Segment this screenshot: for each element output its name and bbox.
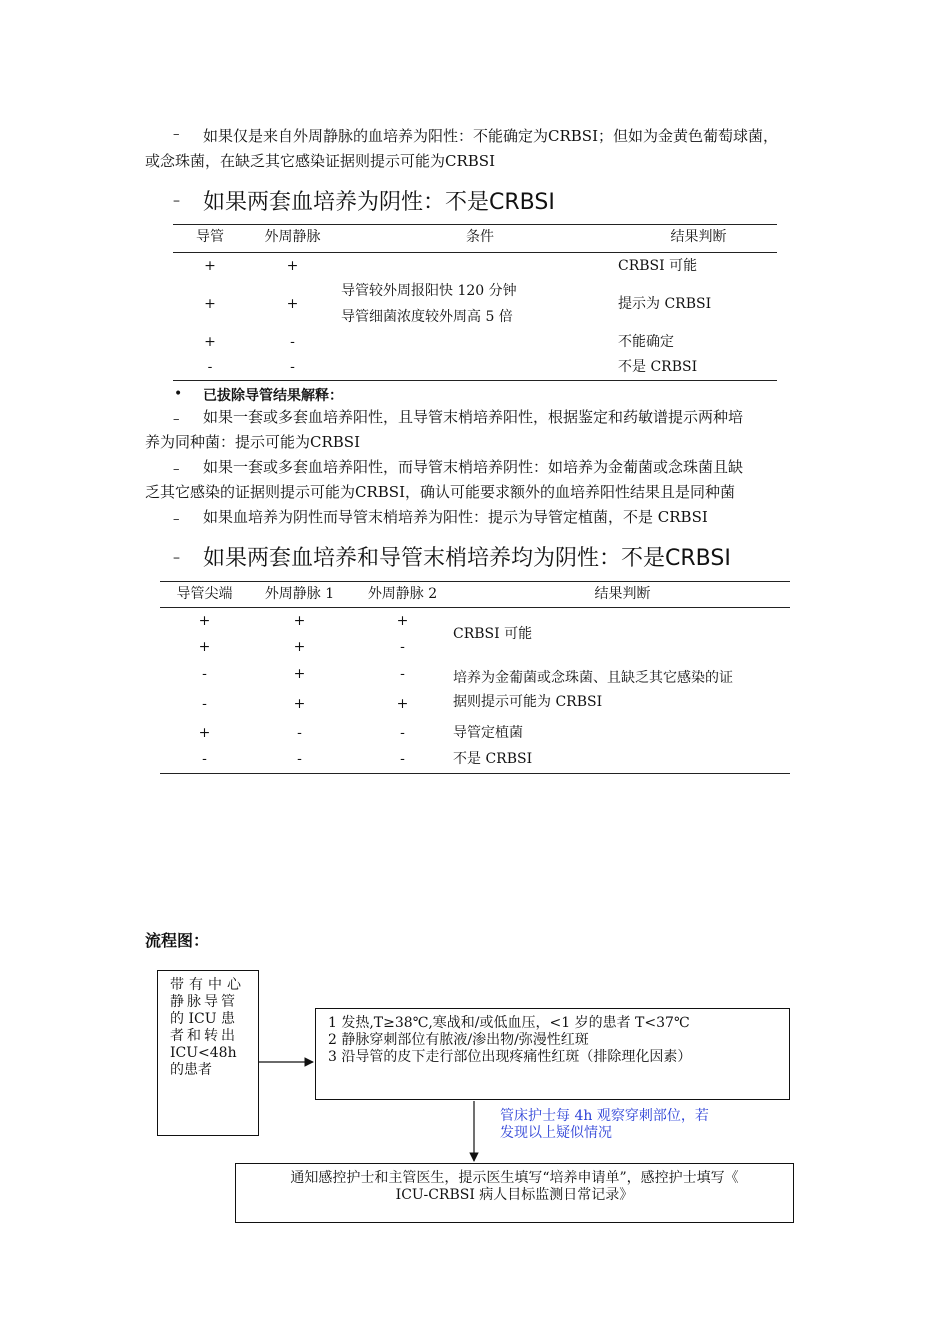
- flow-text: ICU-CRBSI 病人目标监测日常记录》: [395, 1187, 634, 1203]
- flow-text: 1 发热,T≥38℃,寒战和/或低血压，<1 岁的患者 T<37℃: [328, 1015, 690, 1031]
- table-cell: +: [396, 696, 409, 712]
- flow-text: 者和转出: [170, 1028, 238, 1044]
- table-cell: -: [290, 334, 295, 350]
- table-cell: +: [293, 613, 306, 629]
- table-cell: -: [202, 696, 207, 712]
- flow-text: 带有中心: [170, 977, 246, 993]
- flow-text: 的 ICU 患: [170, 1011, 235, 1027]
- table-cell: -: [290, 359, 295, 375]
- table-header: 外周静脉: [264, 229, 321, 245]
- flow-text: 静脉导管: [170, 994, 238, 1010]
- table-cell: +: [204, 334, 216, 350]
- heading-dash: –: [173, 550, 180, 566]
- paragraph-line: 养为同种菌：提示可能为CRBSI: [145, 433, 360, 451]
- list-dash: –: [173, 512, 180, 527]
- table-cell: 提示为 CRBSI: [618, 296, 712, 312]
- flowchart-title: 流程图：: [145, 931, 210, 950]
- table-cell: 导管细菌浓度较外周高 5 倍: [341, 309, 513, 325]
- flow-note: [500, 1108, 709, 1142]
- table-cell: -: [400, 666, 405, 682]
- table-result: 据则提示可能为 CRBSI: [453, 694, 603, 710]
- table-cell: +: [286, 258, 299, 274]
- flow-box-symptoms: [315, 1008, 790, 1100]
- table-cell: +: [204, 258, 216, 274]
- section-heading: 如果两套血培养为阴性：不是CRBSI: [203, 190, 555, 215]
- table-cell: -: [400, 751, 405, 767]
- section-heading: 如果两套血培养和导管末梢培养均为阴性：不是CRBSI: [203, 546, 731, 571]
- table-header: 结果判断: [594, 586, 651, 602]
- table-cell: +: [286, 296, 299, 312]
- table-cell: +: [293, 696, 306, 712]
- table-cell: +: [293, 639, 306, 655]
- subsection-title: 已拔除导管结果解释：: [203, 388, 343, 404]
- table-cell: -: [202, 666, 207, 682]
- table-cell: -: [400, 639, 405, 655]
- list-dash: –: [173, 412, 180, 427]
- table-cell: 导管较外周报阳快 120 分钟: [341, 283, 517, 299]
- flow-note-text: 发现以上疑似情况: [500, 1125, 612, 1141]
- flow-note-text: 管床护士每 4h 观察穿刺部位，若: [500, 1108, 709, 1124]
- paragraph-line: 乏其它感染的证据则提示可能为CRBSI，确认可能要求额外的血培养阳性结果且是同种菌: [145, 483, 735, 501]
- table-header: 外周静脉 1: [264, 586, 335, 602]
- table-header: 结果判断: [670, 229, 727, 245]
- table-cell: +: [198, 639, 211, 655]
- bullet-dot-icon: •: [174, 386, 183, 402]
- table-cell: -: [207, 359, 213, 375]
- table-cell: +: [396, 613, 409, 629]
- table-result: CRBSI 可能: [453, 626, 533, 642]
- table-header: 外周静脉 2: [367, 586, 438, 602]
- table-cell: -: [297, 751, 302, 767]
- flow-text: 的患者: [170, 1062, 212, 1078]
- paragraph-line: 如果血培养为阴性而导管末梢培养为阳性：提示为导管定植菌，不是 CRBSI: [203, 508, 708, 526]
- paragraph-line: 如果仅是来自外周静脉的血培养为阳性：不能确定为CRBSI；但如为金黄色葡萄球菌，: [203, 127, 778, 145]
- table-result: 导管定植菌: [453, 725, 523, 741]
- table-result: 不是 CRBSI: [453, 751, 533, 767]
- table-cell: -: [202, 751, 207, 767]
- flow-text: ICU<48h: [170, 1045, 237, 1061]
- table-cell: +: [198, 725, 211, 741]
- table-result: 培养为金葡菌或念珠菌、且缺乏其它感染的证: [453, 670, 733, 686]
- paragraph-line: 如果一套或多套血培养阳性，而导管末梢培养阴性：如培养为金葡菌或念珠菌且缺: [203, 458, 744, 476]
- table-cell: +: [293, 666, 306, 682]
- heading-dash: –: [173, 193, 180, 209]
- flow-text: 2 静脉穿刺部位有脓液/渗出物/弥漫性红斑: [328, 1032, 589, 1048]
- table-cell: +: [198, 613, 211, 629]
- list-dash: –: [173, 462, 180, 477]
- table-cell: 不是 CRBSI: [618, 359, 698, 375]
- list-dash: –: [173, 127, 180, 142]
- table-cell: -: [297, 725, 302, 741]
- table-cell: +: [204, 296, 216, 312]
- table-cell: CRBSI 可能: [618, 258, 698, 274]
- table-cell: 不能确定: [618, 334, 674, 350]
- paragraph-line: 如果一套或多套血培养阳性，且导管末梢培养阳性，根据鉴定和药敏谱提示两种培: [203, 408, 744, 426]
- table-header: 条件: [466, 229, 494, 245]
- paragraph-line: 或念珠菌，在缺乏其它感染证据则提示可能为CRBSI: [145, 152, 495, 170]
- table-header: 导管: [196, 229, 224, 245]
- table-cell: -: [400, 725, 405, 741]
- flow-text: 3 沿导管的皮下走行部位出现疼痛性红斑（排除理化因素）: [328, 1049, 692, 1065]
- table-header: 导管尖端: [176, 586, 233, 602]
- flow-box-notify: [235, 1163, 794, 1223]
- flow-text: 通知感控护士和主管医生，提示医生填写“培养申请单”，感控护士填写《: [290, 1170, 739, 1186]
- flow-box-patients: [157, 970, 259, 1136]
